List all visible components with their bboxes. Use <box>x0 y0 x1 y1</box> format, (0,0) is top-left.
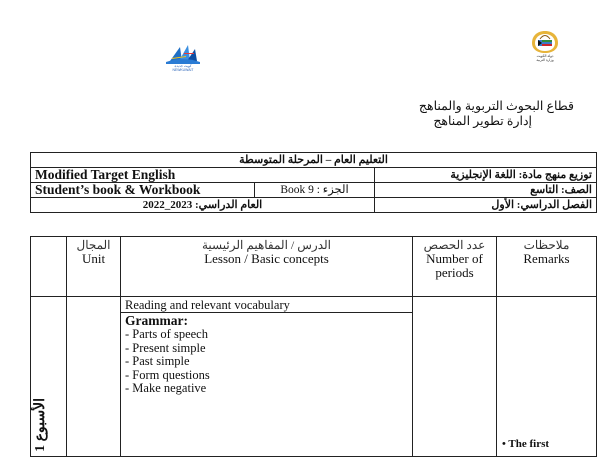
kuwait-emblem-icon <box>528 30 562 54</box>
grammar-item: - Parts of speech <box>125 327 208 341</box>
academic-year: العام الدراسي: 2023_2022 <box>31 198 375 213</box>
info-row-stage <box>31 153 597 168</box>
new-kuwait-logo-icon <box>162 41 204 65</box>
grammar-block <box>121 313 412 397</box>
remarks-header-ar: ملاحظات <box>523 238 570 252</box>
periods-header <box>413 237 497 297</box>
education-stage: التعليم العام – المرحلة المتوسطة <box>31 153 597 168</box>
week-header-cell <box>31 237 67 297</box>
lesson-reading: Reading and relevant vocabulary <box>121 297 412 313</box>
remarks-cell <box>497 297 597 457</box>
course-name: Modified Target English <box>31 168 375 183</box>
info-row-course <box>31 168 597 183</box>
lesson-plan-table <box>30 236 597 457</box>
logo-left-caption-ar: كويت جديدة <box>174 64 192 68</box>
periods-header-en: Number of periods <box>426 251 483 280</box>
lesson-cell <box>121 297 413 457</box>
grammar-item: - Make negative <box>125 381 207 395</box>
logo-right-caption-1: دولة الكويت <box>536 54 554 58</box>
ministry-emblem <box>528 30 562 66</box>
semester-label: الفصل الدراسي: الأول <box>375 198 597 213</box>
unit-header-ar: المجال <box>76 238 111 252</box>
course-info-table <box>30 152 597 213</box>
book-part: الجزء : Book 9 <box>255 183 375 198</box>
plan-header-row <box>31 237 597 297</box>
week-1-row <box>31 297 597 457</box>
curriculum-distribution: توزيع منهج مادة: اللغة الإنجليزية <box>375 168 597 183</box>
lesson-header-en: Lesson / Basic concepts <box>204 251 329 266</box>
remark-text: • The first <box>502 438 550 450</box>
week-cell <box>31 297 67 457</box>
info-row-year <box>31 198 597 213</box>
lesson-header-ar: الدرس / المفاهيم الرئيسية <box>202 238 331 252</box>
sector-title: قطاع البحوث التربوية والمناهج <box>418 99 574 113</box>
new-kuwait-logo <box>162 41 204 77</box>
remarks-header <box>497 237 597 297</box>
grammar-item: - Form questions <box>125 367 210 382</box>
lesson-header <box>121 237 413 297</box>
grammar-item: - Present simple <box>125 340 206 355</box>
department-title: إدارة تطوير المناهج <box>433 114 532 128</box>
unit-header-en: Unit <box>81 251 106 266</box>
grammar-title: Grammar: <box>125 313 188 328</box>
periods-header-ar: عدد الحصص <box>423 238 486 252</box>
books-label: Student’s book & Workbook <box>31 183 255 198</box>
remarks-header-en: Remarks <box>523 251 570 266</box>
unit-cell <box>67 297 121 457</box>
unit-header <box>67 237 121 297</box>
grade-label: الصف: التاسع <box>375 183 597 198</box>
periods-cell <box>413 297 497 457</box>
info-row-books <box>31 183 597 198</box>
logo-left-caption-en: NEWKUWAIT <box>172 67 194 72</box>
logo-right-caption-2: وزارة التربية <box>536 58 554 63</box>
grammar-item: - Past simple <box>125 354 190 368</box>
week-label: الأسبوع 1 <box>33 398 48 452</box>
